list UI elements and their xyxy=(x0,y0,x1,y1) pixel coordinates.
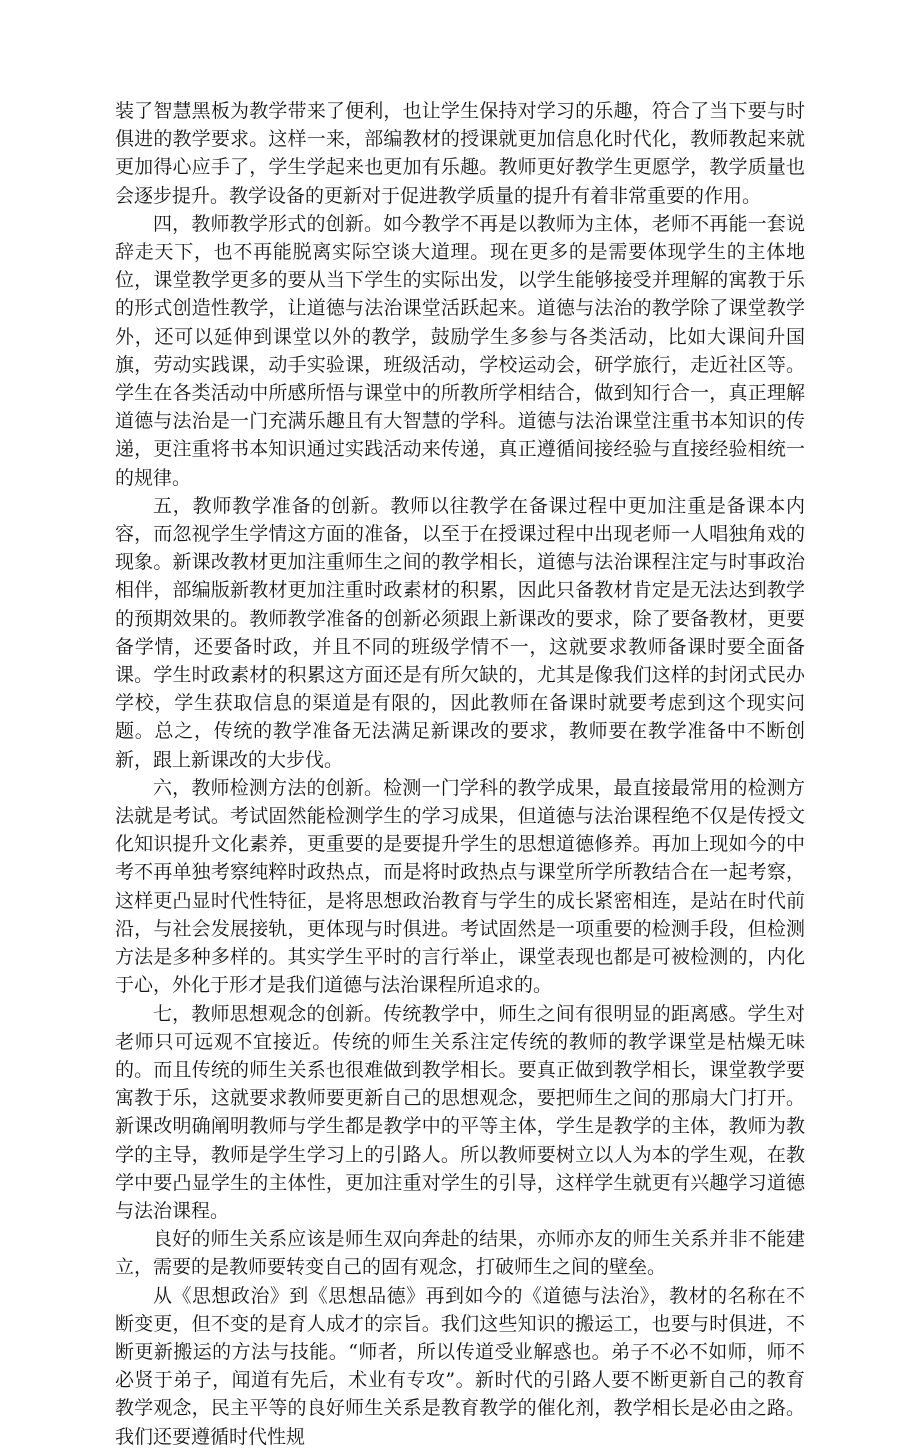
paragraph-teaching-preparation: 五，教师教学准备的创新。教师以往教学在备课过程中更加注重是备课本内容，而忽视学生学情这方面的准备，以至于在授课过程中出现老师一人唱独角戏的现象。新课改教材更加注重师生之间的教学相长，道德与法治课程注定与时事政治相伴，部编版新教材更加注重时政素材的积累，因此只备教材肯定是无法达到教学的预期效果的。教师教学准备的创新必须跟上新课改的要求，除了要备教材，更要备学情，还要备时政，并且不同的班级学情不一，这就要求教师备课时要全面备课。学生时政素材的积累这方面还是有所欠缺的，尤其是像我们这样的封闭式民办学校，学生获取信息的渠道是有限的，因此教师在备课时就要考虑到这个现实问题。总之，传统的教学准备无法满足新课改的要求，教师要在教学准备中不断创新，跟上新课改的大步伐。 xyxy=(115,494,805,771)
paragraph-teacher-student-relationship: 良好的师生关系应该是师生双向奔赴的结果，亦师亦友的师生关系并非不能建立，需要的是教师要转变自己的固有观念，打破师生之间的壁垒。 xyxy=(115,1228,805,1279)
paragraph-equipment-continued: 装了智慧黑板为教学带来了便利，也让学生保持对学习的乐趣，符合了当下要与时俱进的教学要求。这样一来，部编教材的授课就更加信息化时代化，教师教起来就更加得心应手了，学生学起来也更加有乐趣。教师更好教学生更愿学，教学质量也会逐步提升。教学设备的更新对于促进教学质量的提升有着非常重要的作用。 xyxy=(115,100,805,207)
paragraph-teaching-form: 四，教师教学形式的创新。如今教学不再是以教师为主体，老师不再能一套说辞走天下，也不再能脱离实际空谈大道理。现在更多的是需要体现学生的主体地位，课堂教学更多的要从当下学生的实际出发，以学生能够接受并理解的寓教于乐的形式创造性教学，让道德与法治课堂活跃起来。道德与法治的教学除了课堂教学外，还可以延伸到课堂以外的教学，鼓励学生多参与各类活动，比如大课间升国旗，劳动实践课，动手实验课，班级活动，学校运动会，研学旅行，走近社区等。学生在各类活动中所感所悟与课堂中的所教所学相结合，做到知行合一，真正理解道德与法治是一门充满乐趣且有大智慧的学科。道德与法治课堂注重书本知识的传递，更注重将书本知识通过实践活动来传递，真正遵循间接经验与直接经验相统一的规律。 xyxy=(115,212,805,489)
paragraph-conclusion: 从《思想政治》到《思想品德》再到如今的《道德与法治》，教材的名称在不断变更，但不变的是育人成才的宗旨。我们这些知识的搬运工，也要与时俱进，不断更新搬运的方法与技能。“师者，所以传道受业解惑也。弟子不必不如师，师不必贤于弟子，闻道有先后，术业有专攻”。新时代的引路人要不断更新自己的教育教学观念，民主平等的良好师生关系是教育教学的催化剂，教学相长是必由之路。我们还要遵循时代性规 xyxy=(115,1284,805,1448)
paragraph-thinking-concepts: 七，教师思想观念的创新。传统教学中，师生之间有很明显的距离感。学生对老师只可远观不宜接近。传统的师生关系注定传统的教师的教学课堂是枯燥无味的。而且传统的师生关系也很难做到教学相长。要真正做到教学相长，课堂教学要寓教于乐，这就要求教师要更新自己的思想观念，要把师生之间的那扇大门打开。新课改明确阐明教师与学生都是教学中的平等主体，学生是教学的主体，教师为教学的主导，教师是学生学习上的引路人。所以教师要树立以人为本的学生观，在教学中要凸显学生的主体性，更加注重对学生的引导，这样学生就更有兴趣学习道德与法治课程。 xyxy=(115,1002,805,1222)
document-body xyxy=(115,97,805,1451)
paragraph-testing-methods: 六，教师检测方法的创新。检测一门学科的教学成果，最直接最常用的检测方法就是考试。考试固然能检测学生的学习成果，但道德与法治课程绝不仅是传授文化知识提升文化素养，更重要的是要提升学生的思想道德修养。再加上现如今的中考不再单独考察纯粹时政热点，而是将时政热点与课堂所学所教结合在一起考察，这样更凸显时代性特征，是将思想政治教育与学生的成长紧密相连，是站在时代前沿，与社会发展接轨，更体现与时俱进。考试固然是一项重要的检测手段，但检测方法是多种多样的。其实学生平时的言行举止，课堂表现也都是可被检测的，内化于心，外化于形才是我们道德与法治课程所追求的。 xyxy=(115,776,805,997)
